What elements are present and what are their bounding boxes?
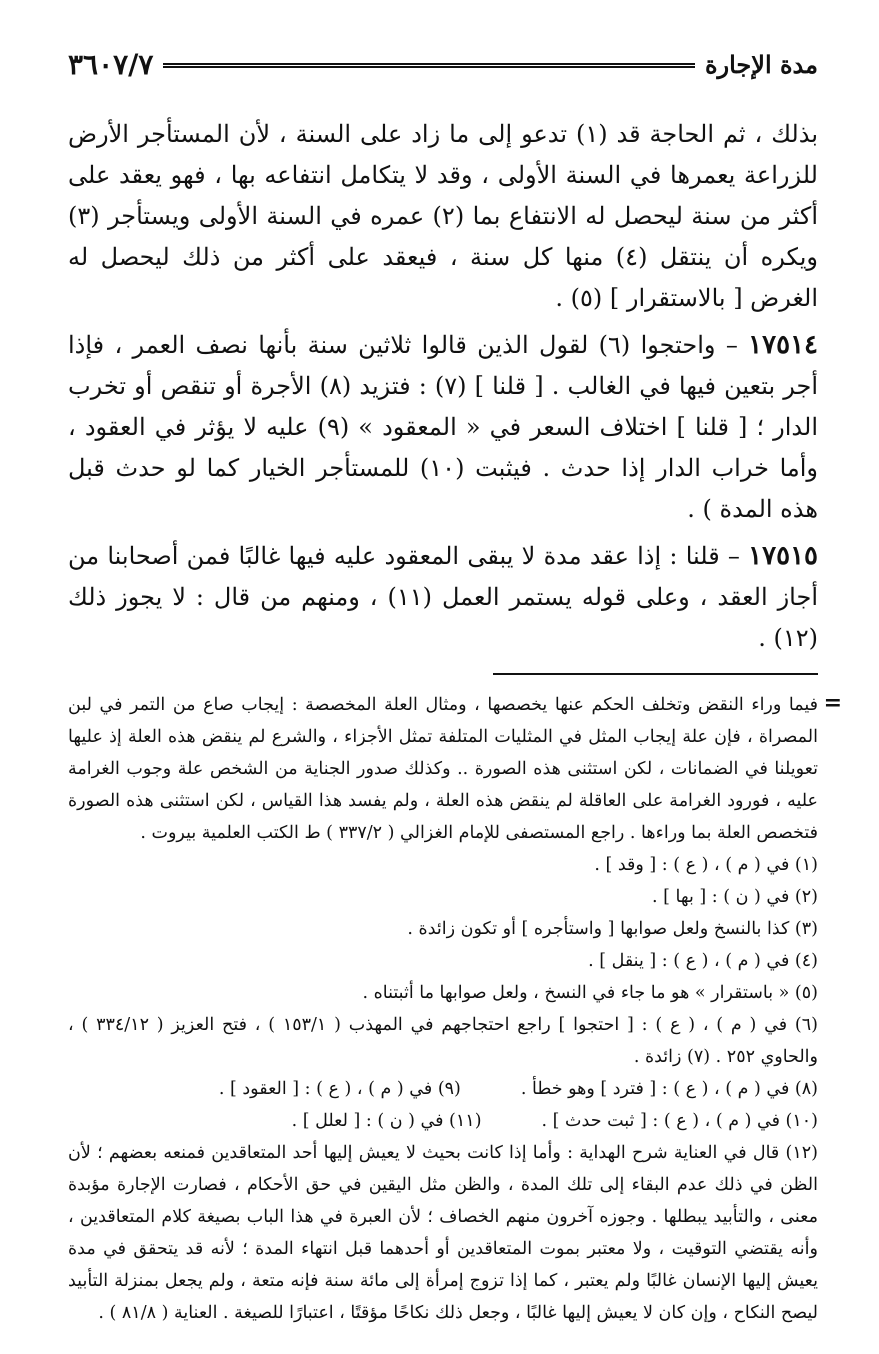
paragraph-text: – واحتجوا (٦) لقول الذين قالوا ثلاثين سنة بأنها نصف العمر ، فإذا أجر بتعين فيها في الغالب . [ قلنا ] (٧) : فتزيد (٨) الأجرة أو تنقص أو تخرب الدار ؛ [ قلنا ] اختلاف السعر في « المعقود » (٩) عليه لا يؤثر في العقود ، وأما خراب الدار إذا حدث . فيثبت (١٠) للمستأجر الخيار كما لو حدث قبل هذه المدة ) . xyxy=(68,331,819,523)
footnote: (١١) في ( ن ) : [ لعلل ] . xyxy=(291,1111,482,1131)
paragraph xyxy=(68,114,818,319)
footnote: (٥) « باستقرار » هو ما جاء في النسخ ، ولعل صوابها ما أثبتناه . xyxy=(362,983,818,1003)
footnote-continuation: فيما وراء النقض وتخلف الحكم عنها يخصصها ، ومثال العلة المخصصة : إيجاب صاع من التمر في لبن المصراة ، فإن علة إيجاب المثل في المثليات المتلفة تمثل الأجزاء ، والشرع لم ينقض هذه العلة إذ عليها تعويلنا في الضمانات ، لكن استثنى هذه الصورة .. وكذلك صدور الجناية من الشخص علة وجوب الغرامة عليه ، فورود الغرامة على العاقلة لم ينقض هذه العلة ، ولم يفسد هذا القياس ، لكن استثنى هذه الصورة فتخصص العلة بما وراءها . راجع المستصفى للإمام الغزالي ( ٣٣٧/٢ ) ط الكتب العلمية بيروت . xyxy=(68,695,818,843)
page-number: ٣٦٠٧/٧ xyxy=(68,47,154,81)
footnote: (١٢) قال في العناية شرح الهداية : وأما إذا كانت بحيث لا يعيش إليها أحد المتعاقدين فمنعه بعضهم ؛ لأن الظن في ذلك عدم البقاء إلى تلك المدة ، والظن مثل اليقين في حق الأحكام ، فصارت الإجارة مؤبدة معنى ، والتأبيد يبطلها . وجوزه آخرون منهم الخصاف ؛ لأن العبرة في هذا الباب بصيغة كلام المتعاقدين ، وأنه يقتضي التوقيت ، ولا معتبر بموت المتعاقدين أو أحدهما قبل انتهاء المدة ؛ لأنه قد يتحقق في مدة يعيش إليها الإنسان غالبًا ولم يعتبر ، كما إذا تزوج إمرأة إلى مائة سنة فإنه متعة ، ولم يجعل بمنزلة التأبيد ليصح النكاح ، وإن كان لا يعيش إليها غالبًا ، وجعل ذلك نكاحًا مؤقتًا ، اعتبارًا للصيغة . العناية ( ٨١/٨ ) . xyxy=(68,1143,818,1323)
header-rule xyxy=(163,63,695,68)
footnote: (١) في ( م ) ، ( ع ) : [ وقد ] . xyxy=(594,855,818,875)
book-page xyxy=(68,44,842,1323)
continuation-marker: = xyxy=(823,690,842,716)
footnote: (٦) في ( م ) ، ( ع ) : [ احتجوا ] راجع احتجاجهم في المهذب ( ١٥٣/١ ) ، فتح العزيز ( ٣٣٤/١٢ ) ، والحاوي ٢٥٢ . (٧) زائدة . xyxy=(68,1015,818,1067)
footnote-separator xyxy=(493,673,818,675)
footnote: (٣) كذا بالنسخ ولعل صوابها [ واستأجره ] أو تكون زائدة . xyxy=(407,919,818,939)
paragraph-number: ١٧٥١٥ xyxy=(748,541,818,571)
main-text xyxy=(68,114,818,659)
footnote-row xyxy=(68,1073,818,1105)
footnote-row xyxy=(68,1105,818,1137)
footnote: (١٠) في ( م ) ، ( ع ) : [ ثبت حدث ] . xyxy=(541,1111,818,1131)
paragraph-text: بذلك ، ثم الحاجة قد (١) تدعو إلى ما زاد على السنة ، لأن المستأجر الأرض للزراعة يعمرها في السنة الأولى ، وقد لا يتكامل انتفاعه بها ، فهو يعقد على أكثر من سنة ليحصل له الانتفاع بما (٢) عمره في السنة الأولى ويستأجر (٣) ويكره أن ينتقل (٤) منها كل سنة ، فيعقد على أكثر من ذلك ليحصل له الغرض [ بالاستقرار ] (٥) . xyxy=(68,120,819,312)
footnote: (٢) في ( ن ) : [ بها ] . xyxy=(652,887,818,907)
footnotes xyxy=(68,689,842,1329)
chapter-title: مدة الإجارة xyxy=(704,49,818,79)
footnote: (٩) في ( م ) ، ( ع ) : [ العقود ] . xyxy=(218,1079,461,1099)
paragraph xyxy=(68,325,818,530)
paragraph-number: ١٧٥١٤ xyxy=(748,330,818,360)
footnote: (٤) في ( م ) ، ( ع ) : [ ينقل ] . xyxy=(588,951,818,971)
paragraph xyxy=(68,536,818,659)
running-header xyxy=(68,44,818,84)
footnote: (٨) في ( م ) ، ( ع ) : [ فترد ] وهو خطأ . xyxy=(520,1079,818,1099)
paragraph-text: – قلنا : إذا عقد مدة لا يبقى المعقود عليه فيها غالبًا فمن أصحابنا من أجاز العقد ، وعلى قوله يستمر العمل (١١) ، ومنهم من قال : لا يجوز ذلك (١٢) . xyxy=(68,542,818,652)
